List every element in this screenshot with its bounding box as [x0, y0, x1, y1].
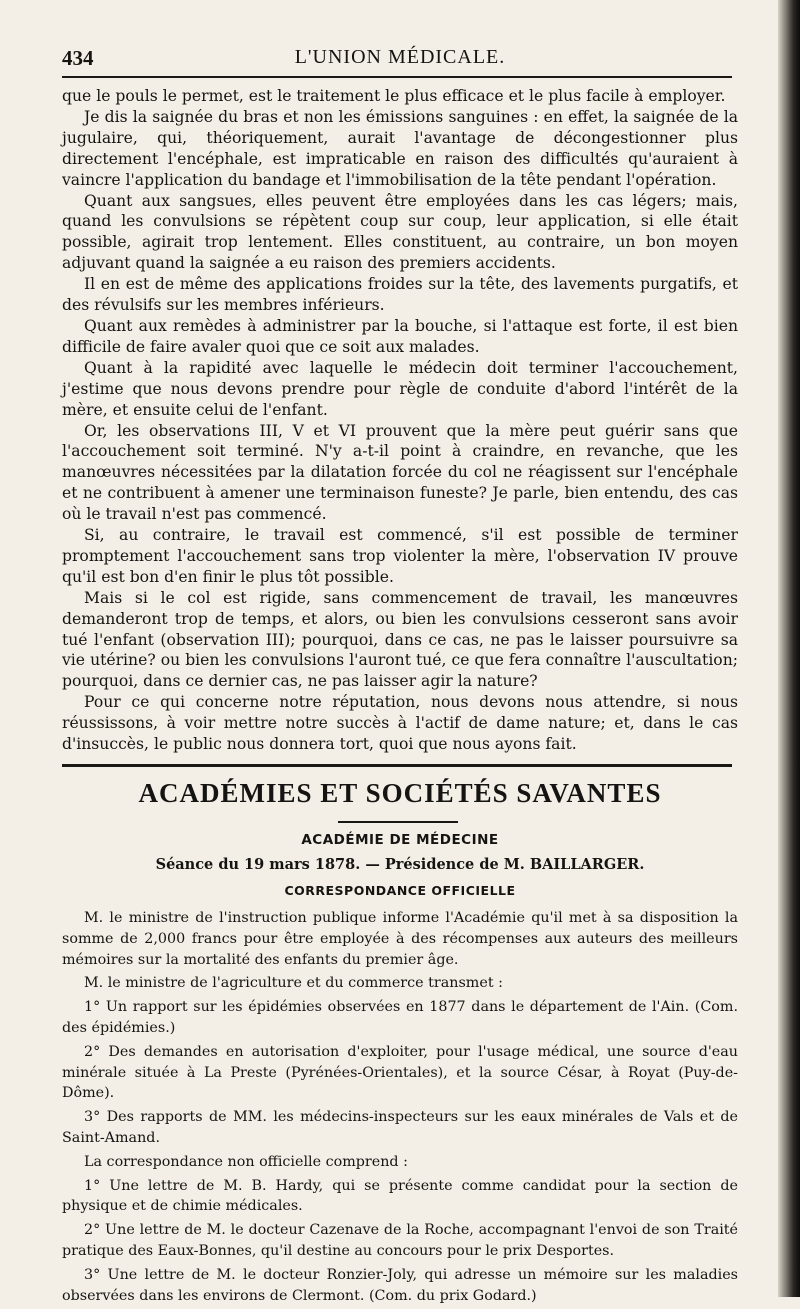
section-title: ACADÉMIES ET SOCIÉTÉS SAVANTES [138, 778, 662, 808]
title-underline [338, 821, 458, 823]
paragraph: Pour ce qui concerne notre réputation, nous devons nous attendre, si nous réussissons, à voir mettre notre succès à l'actif de dame nature; et, dans le cas d'insuccès, le public nous donnera tort, quoi que nous ayons fait. [62, 693, 738, 754]
academy-heading: ACADÉMIE DE MÉDECINE [301, 832, 499, 848]
paragraph: Quant aux remèdes à administrer par la bouche, si l'attaque est forte, il est bien difficile de faire avaler quoi que ce soit aux malades. [62, 316, 738, 356]
page-number: 434 [62, 46, 94, 70]
paragraph: 2° Des demandes en autorisation d'exploiter, pour l'usage médical, une source d'eau minérale située à La Preste (Pyrénées-Orientales), et la source César, à Royat (Puy-de-Dôme). [62, 1043, 738, 1102]
correspondence-heading: CORRESPONDANCE OFFICIELLE [284, 883, 516, 898]
paragraph: 2° Une lettre de M. le docteur Cazenave de la Roche, accompagnant l'envoi de son Traité pratique des Eaux-Bonnes, qu'il destine au concours pour le prix Desportes. [62, 1222, 738, 1259]
page-header [62, 46, 738, 70]
paragraph: Quant à la rapidité avec laquelle le médecin doit terminer l'accouchement, j'estime que nous devons prendre pour règle de conduite d'abord l'intérêt de la mère, et ensuite celui de l'enfant. [62, 358, 738, 419]
paragraph: 3° Une lettre de M. le docteur Ronzier-Joly, qui adresse un mémoire sur les maladies observées dans les environs de Clermont. (Com. du prix Godard.) [62, 1266, 738, 1304]
paragraph: 3° Des rapports de MM. les médecins-inspecteurs sur les eaux minérales de Vals et de Saint-Amand. [62, 1109, 738, 1146]
header-rule [62, 76, 732, 78]
paragraph: M. le ministre de l'agriculture et du commerce transmet : [84, 975, 503, 992]
paragraph: Mais si le col est rigide, sans commencement de travail, les manœuvres demanderont trop de temps, et alors, ou bien les convulsions cesseront sans avoir tué l'enfant (observation III); pourquoi, dans ce cas, ne pas le laisser poursuivre sa vie utérine? ou bien les convulsions l'auront tué, ce que fera connaître l'auscultation; pourquoi, dans ce dernier cas, ne pas laisser agir la nature? [62, 588, 738, 691]
paragraph: La correspondance non officielle comprend : [84, 1153, 408, 1170]
paragraph: Si, au contraire, le travail est commencé, s'il est possible de terminer promptement l'accouchement sans trop violenter la mère, l'observation IV prouve qu'il est bon d'en finir le plus tôt possible. [62, 526, 738, 586]
article-body [62, 86, 738, 755]
paragraph: M. le ministre de l'instruction publique informe l'Académie qu'il met à sa disposition la somme de 2,000 francs pour être employée à des récompenses aux auteurs des meilleurs mémoires sur la mortalité des enfants du premier âge. [62, 910, 738, 968]
paragraph: 1° Un rapport sur les épidémies observées en 1877 dans le département de l'Ain. (Com. des épidémies.) [62, 999, 738, 1036]
section-rule [62, 764, 732, 767]
document-page [48, 0, 738, 1304]
paragraph: Or, les observations III, V et VI prouvent que la mère peut guérir sans que l'accouchement soit terminé. N'y a-t-il point à craindre, en revanche, que les manœuvres nécessitées par la dilatation forcée du col ne réagissent sur l'encéphale et ne contribuent à amener une terminaison funeste? Je parle, bien entendu, des cas où le travail n'est pas commencé. [62, 421, 738, 524]
journal-title: L'UNION MÉDICALE. [294, 46, 506, 68]
session-line: Séance du 19 mars 1878. — Présidence de M. BAILLARGER. [155, 856, 645, 873]
paragraph: Je dis la saignée du bras et non les émissions sanguines : en effet, la saignée de la jugulaire, qui, théoriquement, aurait l'avantage de décongestionner plus directement l'encéphale, est impraticable en raison des difficultés qu'auraient à vaincre l'application du bandage et l'immobilisation de la tête pendant l'opération. [62, 107, 738, 189]
paragraph: Il en est de même des applications froides sur la tête, des lavements purgatifs, et des révulsifs sur les membres inférieurs. [62, 275, 738, 315]
book-edge [778, 0, 800, 1297]
paragraph: 1° Une lettre de M. B. Hardy, qui se présente comme candidat pour la section de physique et de chimie médicales. [62, 1177, 738, 1215]
paragraph: que le pouls le permet, est le traitement le plus efficace et le plus facile à employer. [62, 87, 726, 105]
correspondence-body [62, 908, 738, 1309]
paragraph: Quant aux sangsues, elles peuvent être employées dans les cas légers; mais, quand les convulsions se répètent coup sur coup, leur application, si elle était possible, agirait trop lentement. Elles constituent, au contraire, un bon moyen adjuvant quand la saignée a eu raison des premiers accidents. [62, 191, 738, 273]
